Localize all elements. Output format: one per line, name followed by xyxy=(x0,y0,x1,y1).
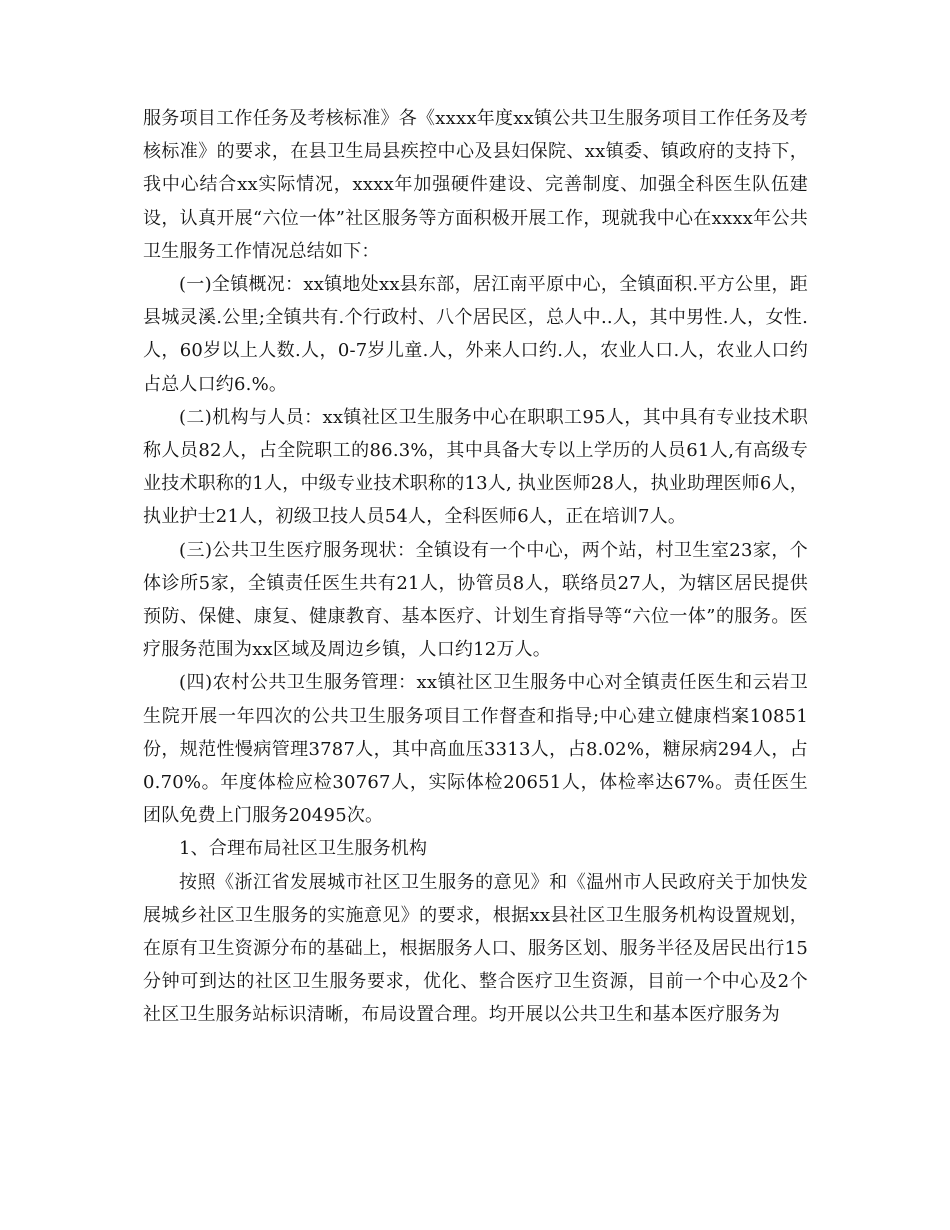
paragraph-town-overview: (一)全镇概况：xx镇地处xx县东部，居江南平原中心，全镇面积.平方公里，距县城灵溪.公里;全镇共有.个行政村、八个居民区，总人中..人，其中男性.人，女性.人，60岁以上人数.人，0-7岁儿童.人，外来人口约.人，农业人口.人，农业人口约占总人口约6.%。 xyxy=(143,274,808,395)
paragraph-rural-health-management: (四)农村公共卫生服务管理：xx镇社区卫生服务中心对全镇责任医生和云岩卫生院开展一年四次的公共卫生服务项目工作督查和指导;中心建立健康档案10851份，规范性慢病管理3787人，其中高血压3313人，占8.02%，糖尿病294人，占0.70%。年度体检应检30767人，实际体检20651人，体检率达67%。责任医生团队免费上门服务20495次。 xyxy=(143,672,808,827)
paragraph-medical-service-status: (三)公共卫生医疗服务现状：全镇设有一个中心，两个站，村卫生室23家，个体诊所5家，全镇责任医生共有21人，协管员8人，联络员27人，为辖区居民提供预防、保健、康复、健康教育、基本医疗、计划生育指导等“六位一体”的服务。医疗服务范围为xx区域及周边乡镇，人口约12万人。 xyxy=(143,539,808,661)
paragraph-intro: 服务项目工作任务及考核标准》各《xxxx年度xx镇公共卫生服务项目工作任务及考核标准》的要求，在县卫生局县疾控中心及县妇保院、xx镇委、镇政府的支持下，我中心结合xx实际情况，xxxx年加强硬件建设、完善制度、加强全科医生队伍建设，认真开展“六位一体”社区服务等方面积极开展工作，现就我中心在xxxx年公共卫生服务工作情况总结如下： xyxy=(143,108,808,262)
document-body xyxy=(143,102,808,1032)
section-heading-layout: 1、合理布局社区卫生服务机构 xyxy=(179,838,428,860)
paragraph-layout-body: 按照《浙江省发展城市社区卫生服务的意见》和《温州市人民政府关于加快发展城乡社区卫生服务的实施意见》的要求，根据xx县社区卫生服务机构设置规划，在原有卫生资源分布的基础上，根据服务人口、服务区划、服务半径及居民出行15分钟可到达的社区卫生服务要求，优化、整合医疗卫生资源，目前一个中心及2个社区卫生服务站标识清晰，布局设置合理。均开展以公共卫生和基本医疗服务为 xyxy=(143,871,808,1026)
paragraph-institutions-staff: (二)机构与人员：xx镇社区卫生服务中心在职职工95人，其中具有专业技术职称人员82人，占全院职工的86.3%，其中具备大专以上学历的人员61人,有高级专业技术职称的1人，中级专业技术职称的13人, 执业医师28人，执业助理医师6人，执业护士21人，初级卫技人员54人，全科医师6人，正在培训7人。 xyxy=(143,406,808,528)
